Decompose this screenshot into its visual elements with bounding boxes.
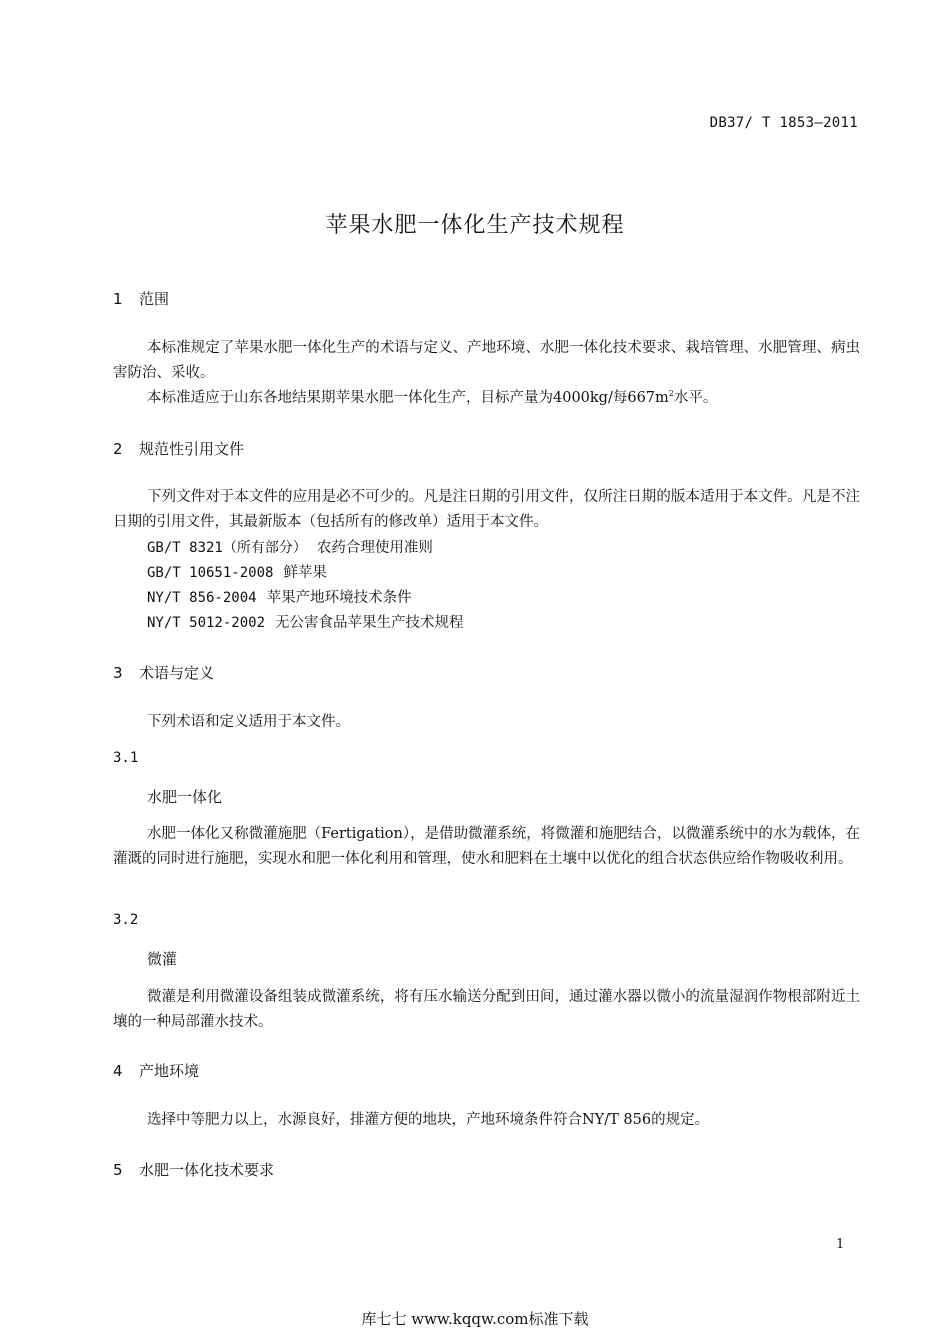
section-1-paragraph-1: 本标准规定了苹果水肥一体化生产的术语与定义、产地环境、水肥一体化技术要求、栽培管理、水肥管理、病虫害防治、采收。 (113, 340, 860, 381)
section-number: 5 (113, 1161, 123, 1179)
section-heading-5 (113, 1159, 274, 1180)
page-number: 1 (836, 1237, 845, 1252)
section-heading-4 (113, 1060, 199, 1081)
section-2-paragraph-1: 下列文件对于本文件的应用是必不可少的。凡是注日期的引用文件，仅所注日期的版本适用于本文件。凡是不注日期的引用文件，其最新版本（包括所有的修改单）适用于本文件。 (113, 489, 860, 530)
section-title: 规范性引用文件 (139, 440, 245, 458)
term-name: 微灌 (147, 950, 178, 968)
term-definition: 水肥一体化又称微灌施肥（Fertigation），是借助微灌系统，将微灌和施肥结合，以微灌系统中的水为载体，在灌溉的同时进行施肥，实现水和肥一体化利用和管理，使水和肥料在土壤中以优化的组合状态供应给作物吸收利用。 (113, 826, 860, 867)
reference-code: NY/T 856-2004 (147, 590, 257, 606)
reference-item (147, 561, 327, 582)
reference-item (147, 611, 464, 632)
term-definition: 微灌是利用微灌设备组装成微灌系统，将有压水输送分配到田间，通过灌水器以微小的流量湿润作物根部附近土壤的一种局部灌水技术。 (113, 989, 860, 1030)
term-number: 3.2 (113, 912, 139, 928)
section-title: 水肥一体化技术要求 (139, 1161, 275, 1179)
section-1-paragraph-2 (113, 386, 860, 411)
reference-name: 无公害食品苹果生产技术规程 (275, 615, 464, 631)
reference-item (147, 586, 412, 607)
section-3-paragraph-1: 下列术语和定义适用于本文件。 (147, 714, 350, 730)
term-number: 3.1 (113, 750, 139, 766)
reference-name: 农药合理使用准则 (316, 540, 433, 556)
section-title: 范围 (139, 290, 170, 308)
section-heading-1 (113, 288, 169, 309)
paragraph-text: 本标准适应于山东各地结果期苹果水肥一体化生产，目标产量为4000kg/每667m (147, 390, 669, 406)
reference-name: 鲜苹果 (283, 565, 327, 581)
section-4-paragraph-1: 选择中等肥力以上，水源良好，排灌方便的地块，产地环境条件符合NY/T 856的规定。 (147, 1112, 710, 1128)
section-number: 3 (113, 664, 123, 682)
reference-item (147, 536, 433, 557)
reference-code: GB/T 10651-2008 (147, 565, 274, 581)
reference-code: GB/T 8321（所有部分） (147, 540, 307, 556)
section-title: 产地环境 (139, 1062, 200, 1080)
section-heading-2 (113, 438, 244, 459)
section-heading-3 (113, 662, 214, 683)
footer-watermark: 库七七 www.kqqw.com标准下载 (361, 1310, 589, 1328)
paragraph-text-end: 水平。 (673, 390, 718, 406)
section-number: 1 (113, 290, 123, 308)
document-title: 苹果水肥一体化生产技术规程 (325, 213, 625, 238)
term-name: 水肥一体化 (147, 788, 223, 806)
reference-name: 苹果产地环境技术条件 (266, 590, 412, 606)
section-number: 4 (113, 1062, 123, 1080)
reference-code: NY/T 5012-2002 (147, 615, 266, 631)
section-number: 2 (113, 440, 123, 458)
standard-number: DB37/ T 1853—2011 (709, 115, 858, 131)
superscript: 2 (668, 389, 674, 399)
section-title: 术语与定义 (139, 664, 215, 682)
